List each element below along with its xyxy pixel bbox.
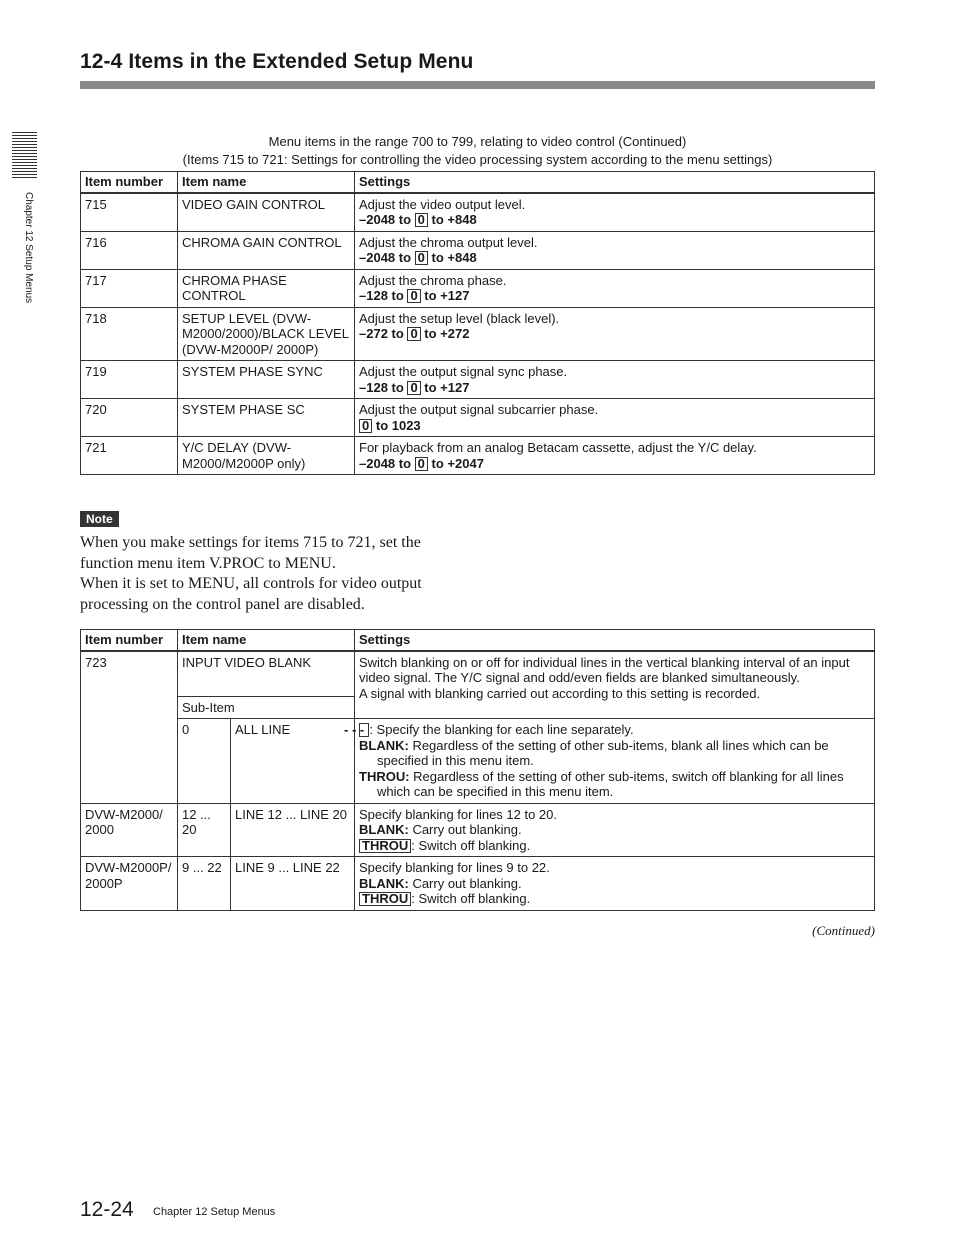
settings-cell [355,803,875,857]
table-caption-line1: Menu items in the range 700 to 799, relating to video control (Continued) [268,134,687,149]
header-settings: Settings [355,630,875,651]
settings-description: Adjust the output signal subcarrier phase. [359,402,599,417]
default-value-box: THROU [359,839,411,853]
item-number-cell: 716 [81,231,178,269]
settings-cell [344,719,875,804]
note-badge: Note [80,511,119,527]
settings-range [359,456,870,472]
item-name-cell: CHROMA GAIN CONTROL [178,231,355,269]
range-min: –272 to [359,326,404,341]
note-text [80,533,460,615]
header-item-number: Item number [81,630,178,651]
settings-cell [355,231,875,269]
option-label: BLANK: [359,737,409,753]
table-row [81,193,875,232]
item-number-cell: 719 [81,361,178,399]
settings-option [359,891,870,907]
item-name-cell: SETUP LEVEL (DVW-M2000/2000)/BLACK LEVEL (DVW-M2000P/ 2000P) [178,307,355,361]
item-number-cell: 715 [81,193,178,232]
item-number-cell: 718 [81,307,178,361]
header-item-name: Item name [178,172,355,193]
default-value-box: 0 [359,419,372,433]
default-value-box: 0 [415,251,428,265]
default-value-box: THROU [359,892,411,906]
settings-cell [355,857,875,911]
settings-description: A signal with blanking carried out according to this setting is recorded. [359,685,761,701]
settings-cell [355,361,875,399]
table-row [81,399,875,437]
option-label: BLANK: [359,822,409,837]
item-name-cell: SYSTEM PHASE SC [178,399,355,437]
subitem-code: 0 [178,719,231,804]
settings-range [359,380,870,396]
continued-label: (Continued) [812,923,875,938]
model-cell: DVW-M2000P/ 2000P [81,857,178,911]
settings-cell [355,399,875,437]
item-number-cell: 721 [81,437,178,475]
settings-range [359,212,870,228]
item-name-cell: VIDEO GAIN CONTROL [178,193,355,232]
table-header-row [81,172,875,193]
settings-option [344,722,870,738]
settings-table-715-721 [80,171,875,475]
chapter-tab-marker [12,132,37,180]
item-name-cell: Y/C DELAY (DVW-M2000/M2000P only) [178,437,355,475]
table-header-row [81,630,875,651]
default-value-box: 0 [415,457,428,471]
default-value-box: 0 [415,213,428,227]
default-value-box: 0 [407,381,420,395]
settings-range [359,288,870,304]
table-row [81,803,875,857]
range-max: to +272 [424,326,470,341]
settings-range [359,250,870,266]
table-row [81,269,875,307]
range-min: –2048 to [359,212,412,227]
page-number: 12-24 [80,1198,134,1221]
table-row [81,231,875,269]
range-max: to +2047 [431,455,484,471]
settings-description: Adjust the setup level (black level). [359,310,560,326]
note-line2: When it is set to MENU, all controls for video output processing on the control panel are disabled. [80,575,422,613]
item-name-cell: CHROMA PHASE CONTROL [178,269,355,307]
option-text: : Switch off blanking. [411,891,531,906]
settings-description: Adjust the video output level. [359,196,526,212]
settings-cell [355,651,875,719]
table-row [81,361,875,399]
item-number-cell: 717 [81,269,178,307]
item-name-cell: SYSTEM PHASE SYNC [178,361,355,399]
option-text: : Specify the blanking for each line separately. [369,722,634,737]
table-row [81,437,875,475]
subitem-code: 12 ... 20 [178,803,231,857]
settings-description: For playback from an analog Betacam cassette, adjust the Y/C delay. [359,440,757,455]
settings-cell [355,437,875,475]
header-item-number: Item number [81,172,178,193]
table-row [81,307,875,361]
settings-description: Specify blanking for lines 12 to 20. [359,806,558,822]
option-text: Carry out blanking. [408,875,522,891]
subitem-name: LINE 12 ... LINE 20 [231,803,355,857]
footer-chapter: Chapter 12 Setup Menus [153,1206,276,1218]
default-value-box: - - - [359,723,369,737]
range-min: –2048 to [359,250,412,265]
subitem-label: Sub-Item [178,696,355,719]
settings-cell [355,193,875,232]
header-settings: Settings [355,172,875,193]
settings-option [359,838,870,854]
settings-option [359,876,870,892]
title-rule [80,81,875,89]
settings-option [359,822,870,838]
range-min: –128 to [359,379,404,395]
option-text: Regardless of the setting of other sub-items, switch off blanking for all lines which can be specified in this menu item. [377,768,844,799]
range-max: to +848 [431,212,477,227]
table-row [81,719,875,804]
settings-description: Switch blanking on or off for individual lines in the vertical blanking interval of an input video signal. The Y/C signal and odd/even fields are blanked simultaneously. [359,654,850,685]
option-label: THROU: [359,768,410,784]
item-number-cell: 720 [81,399,178,437]
settings-range [359,418,870,434]
item-name-cell: INPUT VIDEO BLANK [178,651,355,697]
option-text: Regardless of the setting of other sub-items, blank all lines which can be specified in this menu item. [377,737,829,768]
option-text: Carry out blanking. [408,822,522,837]
settings-description: Adjust the output signal sync phase. [359,364,568,379]
table-row [81,857,875,911]
model-cell: DVW-M2000/ 2000 [81,803,178,857]
item-number-cell: 723 [81,651,178,804]
option-label: BLANK: [359,875,409,891]
range-max: to +127 [424,379,470,395]
range-max: to +848 [431,250,477,265]
subitem-name: LINE 9 ... LINE 22 [231,857,355,911]
settings-option [359,769,870,800]
settings-description: Adjust the chroma output level. [359,234,538,250]
header-item-name: Item name [178,630,355,651]
default-value-box: 0 [407,289,420,303]
side-chapter-label: Chapter 12 Setup Menus [23,192,34,304]
settings-table-723 [80,629,875,911]
option-text: : Switch off blanking. [411,837,531,853]
settings-description: Adjust the chroma phase. [359,272,507,288]
table-caption-line2: (Items 715 to 721: Settings for controlling the video processing system according to the menu settings) [182,152,773,167]
range-min: –128 to [359,288,404,303]
range-max: to 1023 [375,417,421,433]
note-line1: When you make settings for items 715 to 721, set the function menu item V.PROC to MENU. [80,534,421,572]
settings-cell [355,269,875,307]
settings-option [359,738,870,769]
settings-range [359,326,870,342]
table-row [81,651,875,697]
page-title: 12-4 Items in the Extended Setup Menu [80,50,474,73]
settings-cell [355,307,875,361]
subitem-code: 9 ... 22 [178,857,231,911]
subitem-name: ALL LINE [231,719,355,804]
settings-description: Specify blanking for lines 9 to 22. [359,860,550,875]
range-min: –2048 to [359,455,412,471]
range-max: to +127 [424,288,470,303]
default-value-box: 0 [407,327,420,341]
